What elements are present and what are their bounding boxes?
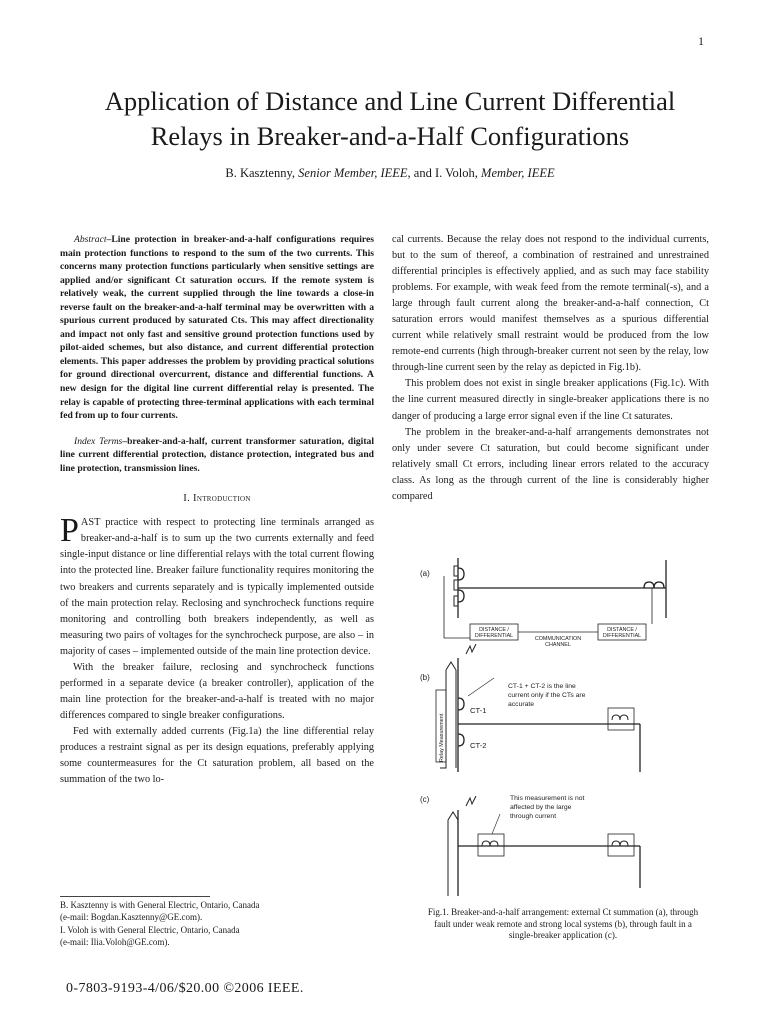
a-channel-label-1: COMMUNICATION — [534, 636, 582, 642]
a-relay-left-label-1: DISTANCE / — [479, 627, 509, 633]
abstract-lead: Abstract — [74, 234, 107, 245]
right-paragraph-2: This problem does not exist in single breaker applications (Fig.1c). With the line current measured directly in single-breaker applications there is no danger of producing a large error signal even if the line Ct saturates. — [392, 378, 709, 422]
a-remote-ct-icon — [644, 582, 664, 588]
a-relay-left-label-2: DIFFERENTIAL — [474, 633, 514, 639]
b-vertical-label: Relay Measurement — [439, 713, 445, 762]
caption-line-1: Fig.1. Breaker-and-a-half arrangement: external Ct summation (a), through — [427, 907, 699, 917]
c-note-leader — [492, 814, 500, 834]
intro-paragraph-3: Fed with externally added currents (Fig.1a) the line differential relay produces a restraint signal as per its design equations, preferably applying some countermeasures for the Ct saturation problem, all based on the summation of the two lo- — [60, 725, 374, 786]
figure-1 — [414, 558, 714, 898]
index-terms-lead: Index Terms — [74, 435, 123, 447]
abstract-text: –Line protection in breaker-and-a-half configurations requires main protection functions to respond to the sum of the two currents. This concerns many protection functions particularly when sensitive settings are applied and/or significant Ct saturation occurs. If the remote system is relatively weak, the current supplied through the line towards a close-in reverse fault on the breaker-and-a-half terminal may be overwritten with a spurious current produced by saturated Cts. This may affect directionality and impact not only fast and sensitive ground protection functions used by pilot-aided schemes, but also distance, and current differential protection elements. This paper addresses the problem by providing practical solutions for ground directional overcurrent, distance and differential functions. A new design for the digital line current differential relay is presented. The relay is capable of protecting three-terminal applications with each terminal fed from up to four currents. — [60, 234, 374, 422]
a-ct-icon — [458, 568, 464, 602]
index-terms-text: –breaker-and-a-half, current transformer saturation, digital line current differential protection, distance protection, integrated bus and line protection, transmission lines. — [60, 435, 375, 474]
c-note-line-2: affected by the large — [510, 804, 572, 811]
author-2-role: Member, IEEE — [481, 166, 555, 180]
caption-line-2: fault under weak remote and strong local systems (b), through fault in a — [434, 918, 692, 929]
fig-label-a: (a) — [420, 569, 430, 578]
a-relay-right-label-1: DISTANCE / — [607, 627, 637, 633]
b-note-line-1: CT-1 + CT-2 is the line — [508, 683, 576, 690]
author-1-name: B. Kasztenny, — [225, 166, 299, 180]
b-fault-icon — [466, 644, 476, 654]
footnote-line-4: (e-mail: Ilia.Voloh@GE.com). — [60, 936, 170, 947]
intro-paragraph-2: With the breaker failure, reclosing and synchrocheck functions performed in a separate device (a breaker controller), application of the main line protection for the breaker-and-a-half is treated with no major differences compared to single breaker configurations. — [60, 661, 374, 721]
footnote-line-2: (e-mail: Bogdan.Kasztenny@GE.com). — [60, 912, 203, 923]
figure-1-diagram — [414, 558, 714, 898]
intro-paragraph-1-text: AST practice with respect to protecting line terminals arranged as breaker-and-a-half is to sum up the two currents externally and feed single-input distance or line differential relays with the total current flowing into the protected line. Breaker failure functionality requires monitoring the two breakers and currents separately and is typically implemented outside of the main protection relay. Reclosing and synchrocheck functions require monitoring and controlling both breakers independently, as well as measuring two pairs of voltages for the synchrocheck purpose, are also – in majority of cases – implemented outside of the main line protection device. — [60, 517, 374, 657]
copyright-notice: 0-7803-9193-4/06/$20.00 ©2006 IEEE. — [66, 981, 304, 996]
a-relay-right-label-2: DIFFERENTIAL — [602, 633, 642, 639]
fig-label-c: (c) — [420, 795, 430, 804]
c-fault-icon — [466, 796, 476, 806]
right-paragraph-1: cal currents. Because the relay does not respond to the individual currents, but to the sum of thereof, a combination of restrained and unrestrained differential principles is effectively applied, and as such may face stability problems. For example, with weak feed from the remote terminal(-s), and a large through fault current along the breaker-and-a-half connection, Ct saturation errors would manifest themselves as a spurious differential current while relatively small restraint would be produced from the low remote-end currents (high through-breaker current not seen by the relay, low through-line current seen by the relay as depicted in Fig.1b). — [392, 234, 709, 374]
b-note-leader — [468, 678, 494, 696]
b-remote-ct-icon — [612, 715, 628, 720]
abstract — [60, 233, 374, 423]
c-note-line-3: through current — [510, 813, 557, 820]
paper-title — [40, 84, 740, 154]
title-line-1: Application of Distance and Line Current Differential — [104, 86, 676, 116]
section-heading-introduction — [60, 491, 374, 507]
page-number: 1 — [698, 34, 704, 48]
footnote-line-3: I. Voloh is with General Electric, Ontario, Canada — [60, 924, 240, 935]
section-number: I. — [183, 493, 194, 505]
c-arrow — [448, 812, 458, 896]
section-title: Introduction — [193, 493, 251, 505]
author-1-role: Senior Member, IEEE — [298, 166, 408, 180]
right-paragraph-3: The problem in the breaker-and-a-half arrangements demonstrates not only under severe Ct saturation, but could become significant under relatively small Ct errors, including linear errors related to the accuracy class. As long as the through current of the line is considerably higher compared — [392, 426, 709, 502]
b-ct1-label: CT-1 — [470, 706, 487, 715]
footnotes — [60, 899, 380, 948]
author-line — [40, 166, 740, 181]
footnote-rule — [60, 896, 210, 897]
figure-caption — [400, 907, 726, 942]
b-note-line-3: accurate — [508, 701, 535, 708]
c-remote-ct-icon — [612, 841, 628, 846]
intro-paragraph-1 — [60, 512, 374, 659]
c-note-line-1: This measurement is not — [510, 795, 585, 802]
drop-cap: P — [60, 512, 79, 550]
b-ct-icons — [458, 698, 464, 746]
c-local-ct-icon — [482, 841, 498, 846]
fig-label-b: (b) — [420, 673, 430, 682]
author-separator: , and I. Voloh, — [407, 166, 482, 180]
title-line-2: Relays in Breaker-and-a-Half Configurations — [150, 121, 630, 151]
b-ct2-label: CT-2 — [470, 741, 487, 750]
a-channel-label-2: CHANNEL — [545, 642, 571, 648]
left-column — [60, 233, 374, 788]
footnote-line-1: B. Kasztenny is with General Electric, Ontario, Canada — [60, 900, 260, 910]
right-column — [392, 232, 709, 505]
index-terms — [60, 435, 374, 476]
b-note-line-2: current only if the CTs are — [508, 692, 586, 699]
caption-line-3: single-breaker application (c). — [508, 930, 618, 941]
